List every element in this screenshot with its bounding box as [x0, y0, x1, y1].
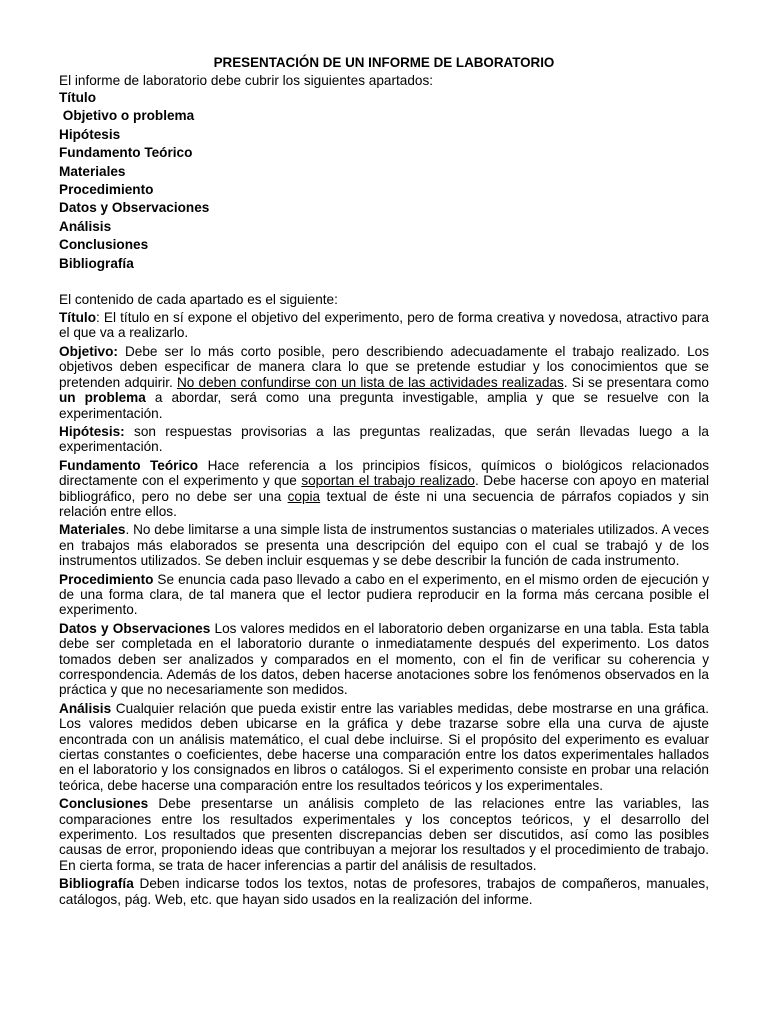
underlined-text: No deben confundirse con un lista de las actividades realizadas — [176, 374, 564, 390]
section-titulo — [59, 310, 709, 341]
intro-text: El informe de laboratorio debe cubrir los siguientes apartados: — [59, 73, 434, 88]
section-fundamento — [59, 458, 709, 520]
section-heading: Fundamento Teórico — [59, 457, 199, 473]
section-body: textual de éste ni una secuencia de párrafos copiados y sin relación entre ellos. — [59, 488, 709, 519]
section-body: Hace referencia a los principios físicos, químicos o biológicos relacionados directamente con el experimento y que — [59, 457, 710, 489]
section-body: son respuestas provisorias a las preguntas realizadas, que serán llevadas luego a la experimentación. — [59, 423, 709, 455]
section-body: Se enuncia cada paso llevado a cabo en el experimento, en el mismo orden de ejecución y de una forma clara, de tal manera que el lector pudiera reproducir en la forma más cercana posible el experimento. — [59, 571, 709, 618]
section-heading: Materiales — [59, 522, 126, 538]
toc-item-hipotesis: Hipótesis — [59, 126, 121, 142]
section-conclusiones — [59, 796, 709, 873]
toc-item-datos: Datos y Observaciones — [59, 200, 210, 216]
section-body: Debe presentarse un análisis completo de las relaciones entre las variables, las comparaciones entre los resultados experimentales y los conceptos teóricos, y el desarrollo del experimento. Los resultados que presenten discrepancias deben ser discutidos, así como las posibles causas de error, proponiendo ideas que contribuyan a mejorar los resultados y el procedimiento de trabajo. En cierta forma, se trata de hacer inferencias a partir del análisis de resultados. — [59, 796, 709, 873]
bold-text: un problema — [59, 390, 146, 406]
section-heading: Procedimiento — [59, 571, 154, 587]
section-heading: Conclusiones — [59, 796, 149, 812]
section-heading: Análisis — [59, 700, 112, 716]
toc-item-fundamento: Fundamento Teórico — [59, 145, 193, 161]
section-analisis — [59, 701, 709, 793]
section-datos — [59, 621, 709, 698]
section-body: Deben indicarse todos los textos, notas de profesores, trabajos de compañeros, manuales, catálogos, pág. Web, etc. que hayan sido usados en la realización del informe. — [59, 876, 709, 907]
toc-item-objetivo: Objetivo o problema — [59, 108, 195, 124]
toc-item-procedimiento: Procedimiento — [59, 182, 154, 198]
section-objetivo — [59, 344, 709, 421]
section-heading: Objetivo: — [59, 343, 118, 359]
section-materiales — [59, 522, 709, 568]
section-body: Los valores medidos en el laboratorio deben organizarse en una tabla. Esta tabla debe ser completada en el laboratorio durante o inmediatamente después del experimento. Los datos tomados deben ser analizados y comparados en el momento, con el fin de verificar su coherencia y correspondencia. Además de los datos, deben hacerse anotaciones sobre los fenómenos observados en la práctica y que no necesariamente son medidos. — [59, 620, 709, 698]
section-body: . Debe hacerse con apoyo en material bibliográfico, pero no debe ser una — [59, 473, 709, 504]
section-body: . Si se presentara como — [563, 374, 709, 390]
section-body: : El título en sí expone el objetivo del experimento, pero de forma creativa y novedosa, atractivo para el que va a realizarlo. — [59, 310, 709, 341]
section-body: Debe ser lo más corto posible, pero describiendo adecuadamente el trabajo realizado. Los objetivos deben especificar de manera clara lo que se pretende estudiar y los conocimientos que se pretenden adquirir. — [59, 343, 709, 390]
toc-item-conclusiones: Conclusiones — [59, 237, 149, 253]
document-title: PRESENTACIÓN DE UN INFORME DE LABORATORIO — [213, 55, 555, 70]
toc-item-materiales: Materiales — [59, 163, 126, 179]
section-body: a abordar, será como una pregunta investigable, amplia y que se resuelve con la experimentación. — [59, 390, 709, 421]
underlined-text: soportan el trabajo realizado — [301, 473, 475, 489]
sections-list — [59, 89, 709, 273]
section-heading: Hipótesis: — [59, 423, 125, 439]
section-body: Cualquier relación que pueda existir entre las variables medidas, debe mostrarse en una gráfica. Los valores medidos deben ubicarse en la gráfica y debe trazarse sobre ella una curva de ajuste encontrada con un análisis matemático, el cual debe incluirse. Si el propósito del experimento es evaluar ciertas constantes o coeficientes, debe hacerse una comparación entre los datos experimentales hallados en el laboratorio y los consignados en libros o catálogos. Si el experimento consiste en probar una relación teórica, debe hacerse una comparación entre los resultados teóricos y los experimentales. — [59, 700, 709, 793]
section-heading: Título — [59, 310, 96, 326]
contents-intro-text: El contenido de cada apartado es el siguiente: — [59, 292, 338, 308]
section-heading: Datos y Observaciones — [59, 620, 211, 636]
section-hipotesis — [59, 424, 709, 455]
section-heading: Bibliografía — [59, 876, 134, 892]
section-bibliografia — [59, 876, 709, 907]
toc-item-titulo: Título — [59, 90, 96, 105]
toc-item-analisis: Análisis — [59, 218, 112, 234]
section-body: . No debe limitarse a una simple lista de instrumentos sustancias o materiales utilizados. A veces en trabajos más elaborados se presenta una descripción del equipo con el cual se trabajó y de los instrumentos utilizados. Se deben incluir esquemas y se debe describir la función de cada instrumento. — [59, 522, 709, 569]
toc-item-bibliografia: Bibliografía — [59, 255, 134, 271]
section-procedimiento — [59, 572, 709, 618]
underlined-text: copia — [287, 488, 321, 504]
